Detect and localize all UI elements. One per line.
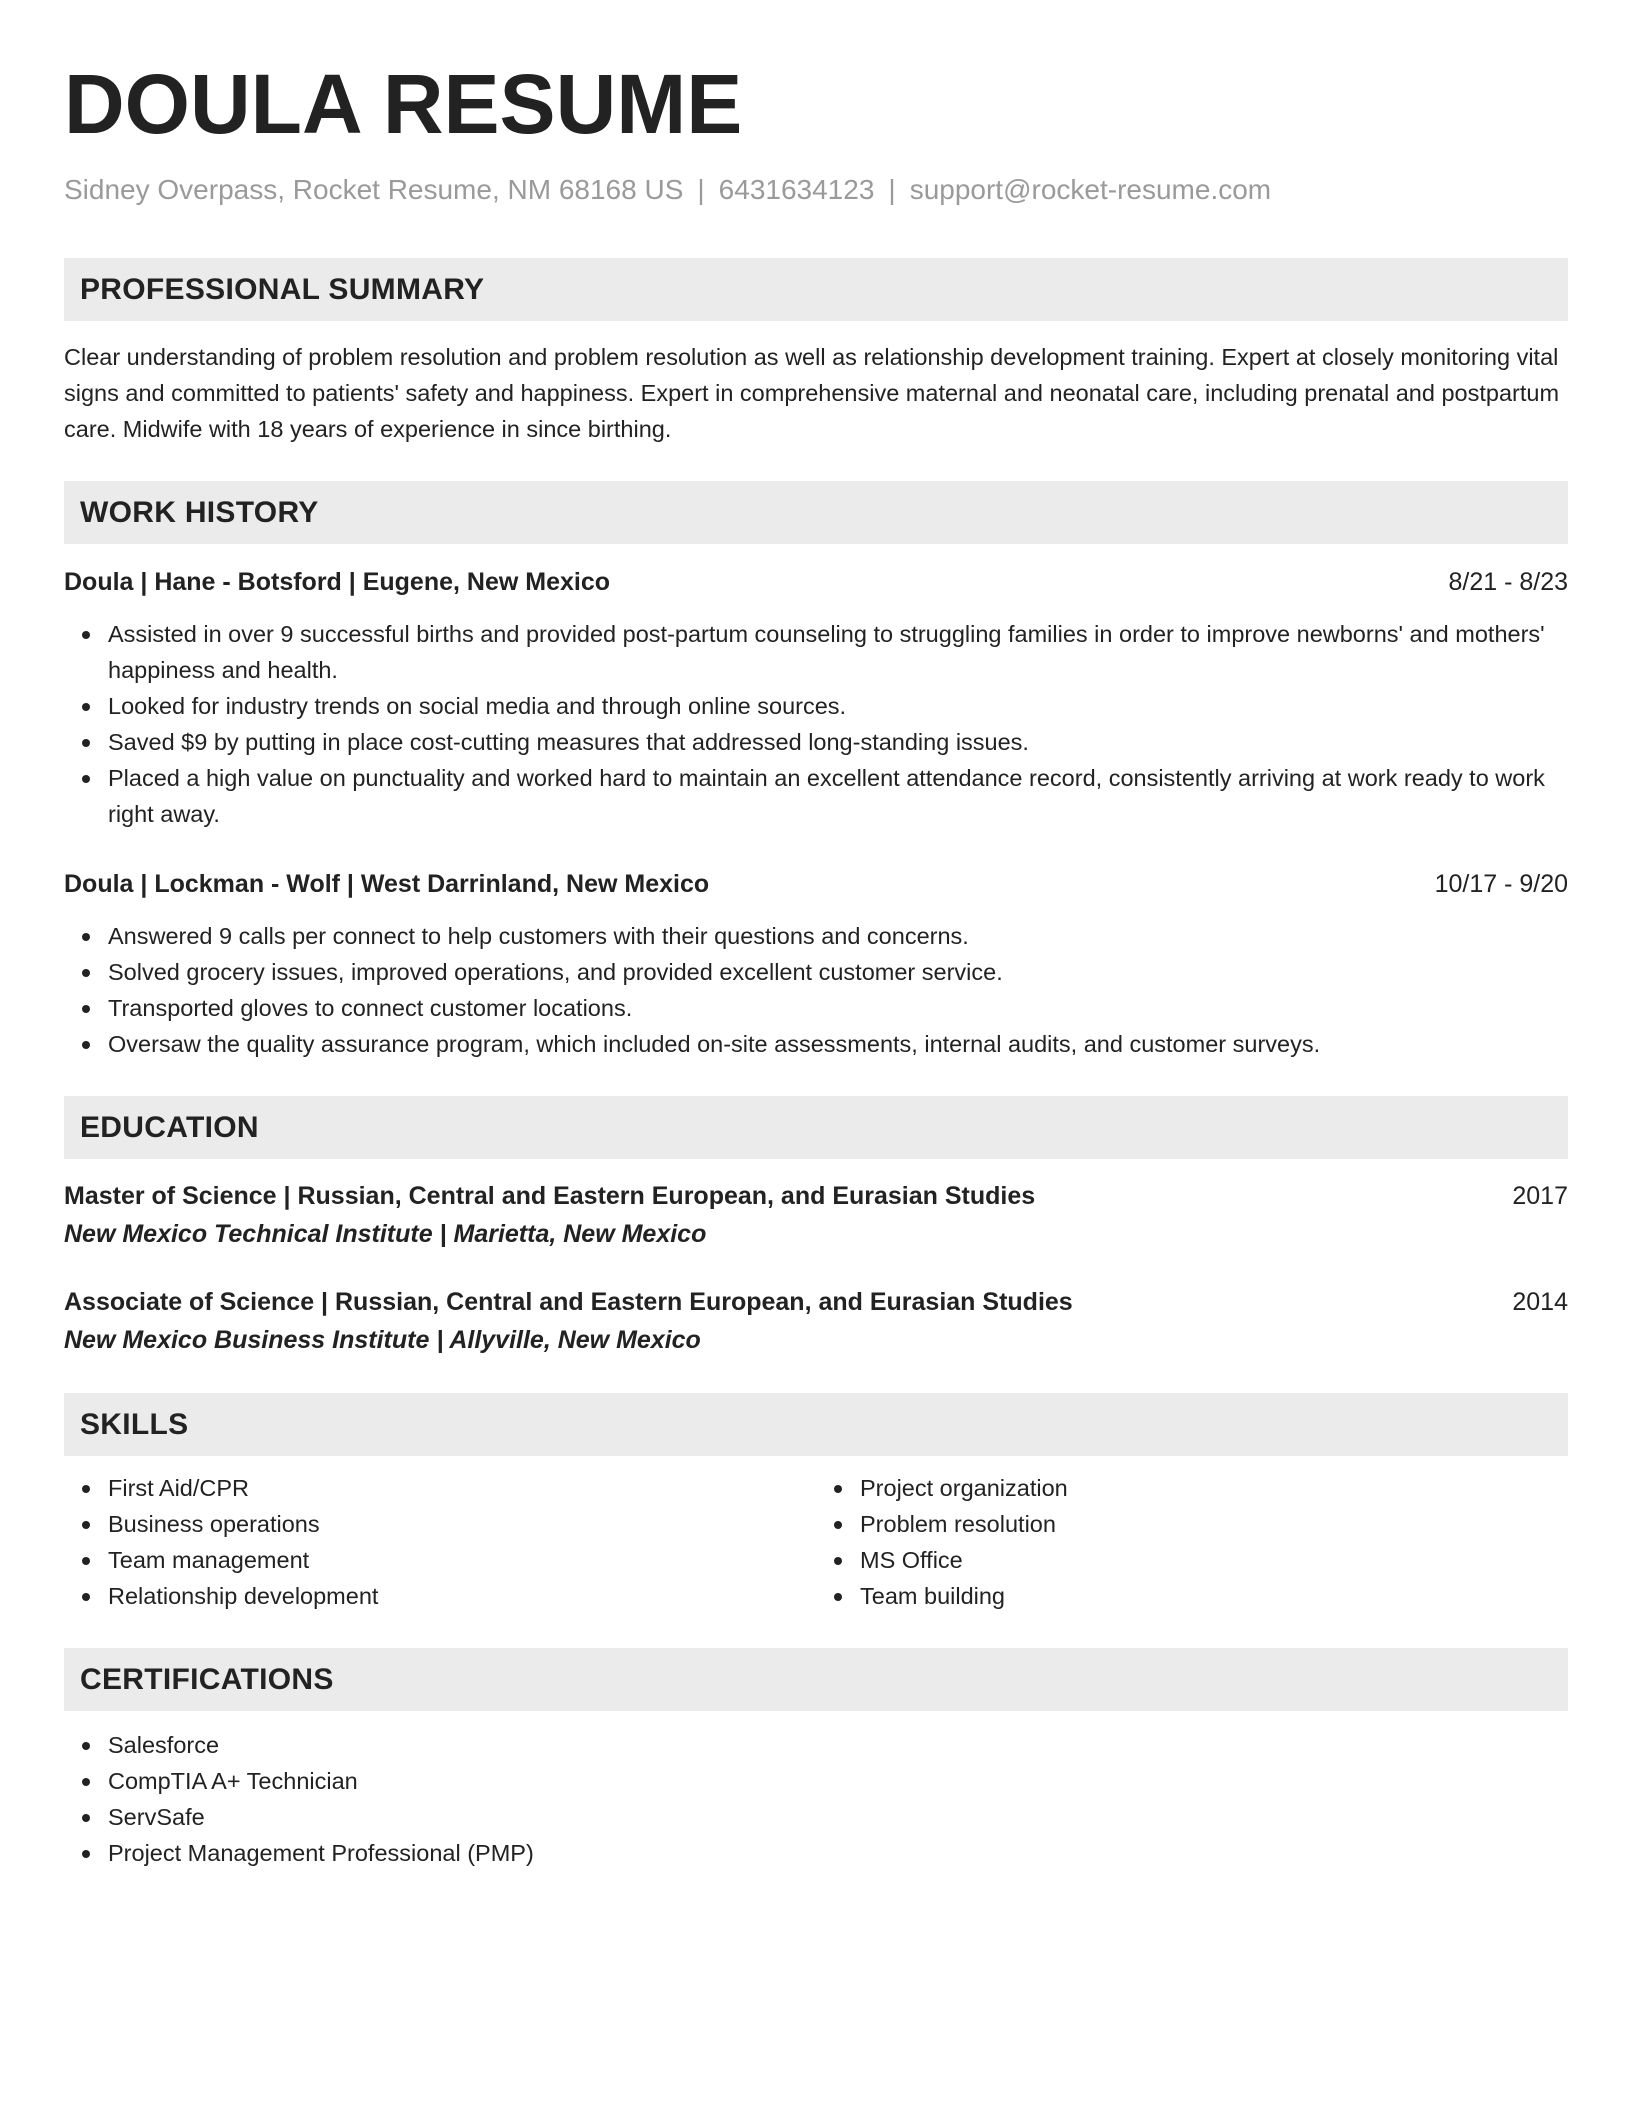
section-heading-skills: SKILLS bbox=[80, 1407, 189, 1441]
education-header bbox=[64, 1177, 1568, 1215]
contact-phone: 6431634123 bbox=[718, 174, 875, 205]
list-item: First Aid/CPR bbox=[108, 1470, 816, 1506]
skills-column-left bbox=[64, 1470, 816, 1614]
job-title: Doula | Hane - Botsford | Eugene, New Mexico bbox=[64, 568, 611, 596]
list-item: Salesforce bbox=[108, 1727, 1568, 1763]
job-dates: 10/17 - 9/20 bbox=[1434, 870, 1568, 898]
summary-text: Clear understanding of problem resolution and problem resolution as well as relationship development training. Expert at closely monitoring vital signs and committed to patients' safety and happiness. Expert in comprehensive maternal and neonatal care, including prenatal and postpartum care. Midwife with 18 years of experience in since birthing. bbox=[64, 344, 1560, 442]
list-item: Solved grocery issues, improved operations, and provided excellent customer service. bbox=[108, 954, 1568, 990]
list-item: Looked for industry trends on social media and through online sources. bbox=[108, 688, 1568, 724]
job-title: Doula | Lockman - Wolf | West Darrinland, New Mexico bbox=[64, 870, 710, 898]
education-header bbox=[64, 1283, 1568, 1321]
section-summary bbox=[64, 258, 1568, 447]
education-degree: Master of Science | Russian, Central and Eastern European, and Eurasian Studies bbox=[64, 1182, 1036, 1210]
section-header bbox=[64, 1648, 1568, 1711]
list-item: Answered 9 calls per connect to help customers with their questions and concerns. bbox=[108, 918, 1568, 954]
list-item: ServSafe bbox=[108, 1799, 1568, 1835]
job-header bbox=[64, 564, 1568, 600]
list-item: Placed a high value on punctuality and worked hard to maintain an excellent attendance record, consistently arriving at work ready to work right away. bbox=[108, 760, 1568, 832]
section-heading-summary: PROFESSIONAL SUMMARY bbox=[80, 272, 485, 306]
education-year: 2017 bbox=[1512, 1182, 1568, 1210]
contact-separator: | bbox=[888, 174, 896, 205]
section-header bbox=[64, 481, 1568, 544]
section-header bbox=[64, 258, 1568, 321]
section-heading-work: WORK HISTORY bbox=[80, 495, 319, 529]
contact-address: Sidney Overpass, Rocket Resume, NM 68168 US bbox=[64, 174, 684, 205]
certifications-list bbox=[64, 1727, 1568, 1871]
list-item: Assisted in over 9 successful births and provided post-partum counseling to struggling families in order to improve newborns' and mothers' happiness and health. bbox=[108, 616, 1568, 688]
education-entry bbox=[64, 1177, 1568, 1253]
job-bullets bbox=[64, 616, 1568, 832]
list-item: Team management bbox=[108, 1542, 816, 1578]
list-item: Oversaw the quality assurance program, which included on-site assessments, internal audits, and customer surveys. bbox=[108, 1026, 1568, 1062]
education-year: 2014 bbox=[1512, 1288, 1568, 1316]
skills-column-right bbox=[816, 1470, 1568, 1614]
education-school: New Mexico Business Institute | Allyville, New Mexico bbox=[64, 1326, 701, 1354]
job-entry bbox=[64, 564, 1568, 832]
list-item: MS Office bbox=[860, 1542, 1568, 1578]
list-item: Relationship development bbox=[108, 1578, 816, 1614]
section-work-history bbox=[64, 481, 1568, 1062]
education-school: New Mexico Technical Institute | Marietta, New Mexico bbox=[64, 1220, 707, 1248]
contact-email: support@rocket-resume.com bbox=[909, 174, 1272, 205]
education-entry bbox=[64, 1283, 1568, 1359]
job-dates: 8/21 - 8/23 bbox=[1448, 568, 1568, 596]
section-certifications bbox=[64, 1648, 1568, 1871]
section-heading-certifications: CERTIFICATIONS bbox=[80, 1662, 334, 1696]
list-item: CompTIA A+ Technician bbox=[108, 1763, 1568, 1799]
skills-grid bbox=[64, 1470, 1568, 1614]
section-education bbox=[64, 1096, 1568, 1359]
job-entry bbox=[64, 866, 1568, 1062]
resume-title: DOULA RESUME bbox=[64, 57, 743, 151]
list-item: Saved $9 by putting in place cost-cutting measures that addressed long-standing issues. bbox=[108, 724, 1568, 760]
list-item: Project Management Professional (PMP) bbox=[108, 1835, 1568, 1871]
section-header bbox=[64, 1096, 1568, 1159]
list-item: Team building bbox=[860, 1578, 1568, 1614]
list-item: Transported gloves to connect customer locations. bbox=[108, 990, 1568, 1026]
list-item: Project organization bbox=[860, 1470, 1568, 1506]
job-header bbox=[64, 866, 1568, 902]
section-heading-education: EDUCATION bbox=[80, 1110, 259, 1144]
education-degree: Associate of Science | Russian, Central and Eastern European, and Eurasian Studies bbox=[64, 1288, 1073, 1316]
section-header bbox=[64, 1393, 1568, 1456]
contact-line bbox=[64, 172, 1568, 208]
job-bullets bbox=[64, 918, 1568, 1062]
section-skills bbox=[64, 1393, 1568, 1614]
list-item: Problem resolution bbox=[860, 1506, 1568, 1542]
list-item: Business operations bbox=[108, 1506, 816, 1542]
contact-separator: | bbox=[697, 174, 705, 205]
